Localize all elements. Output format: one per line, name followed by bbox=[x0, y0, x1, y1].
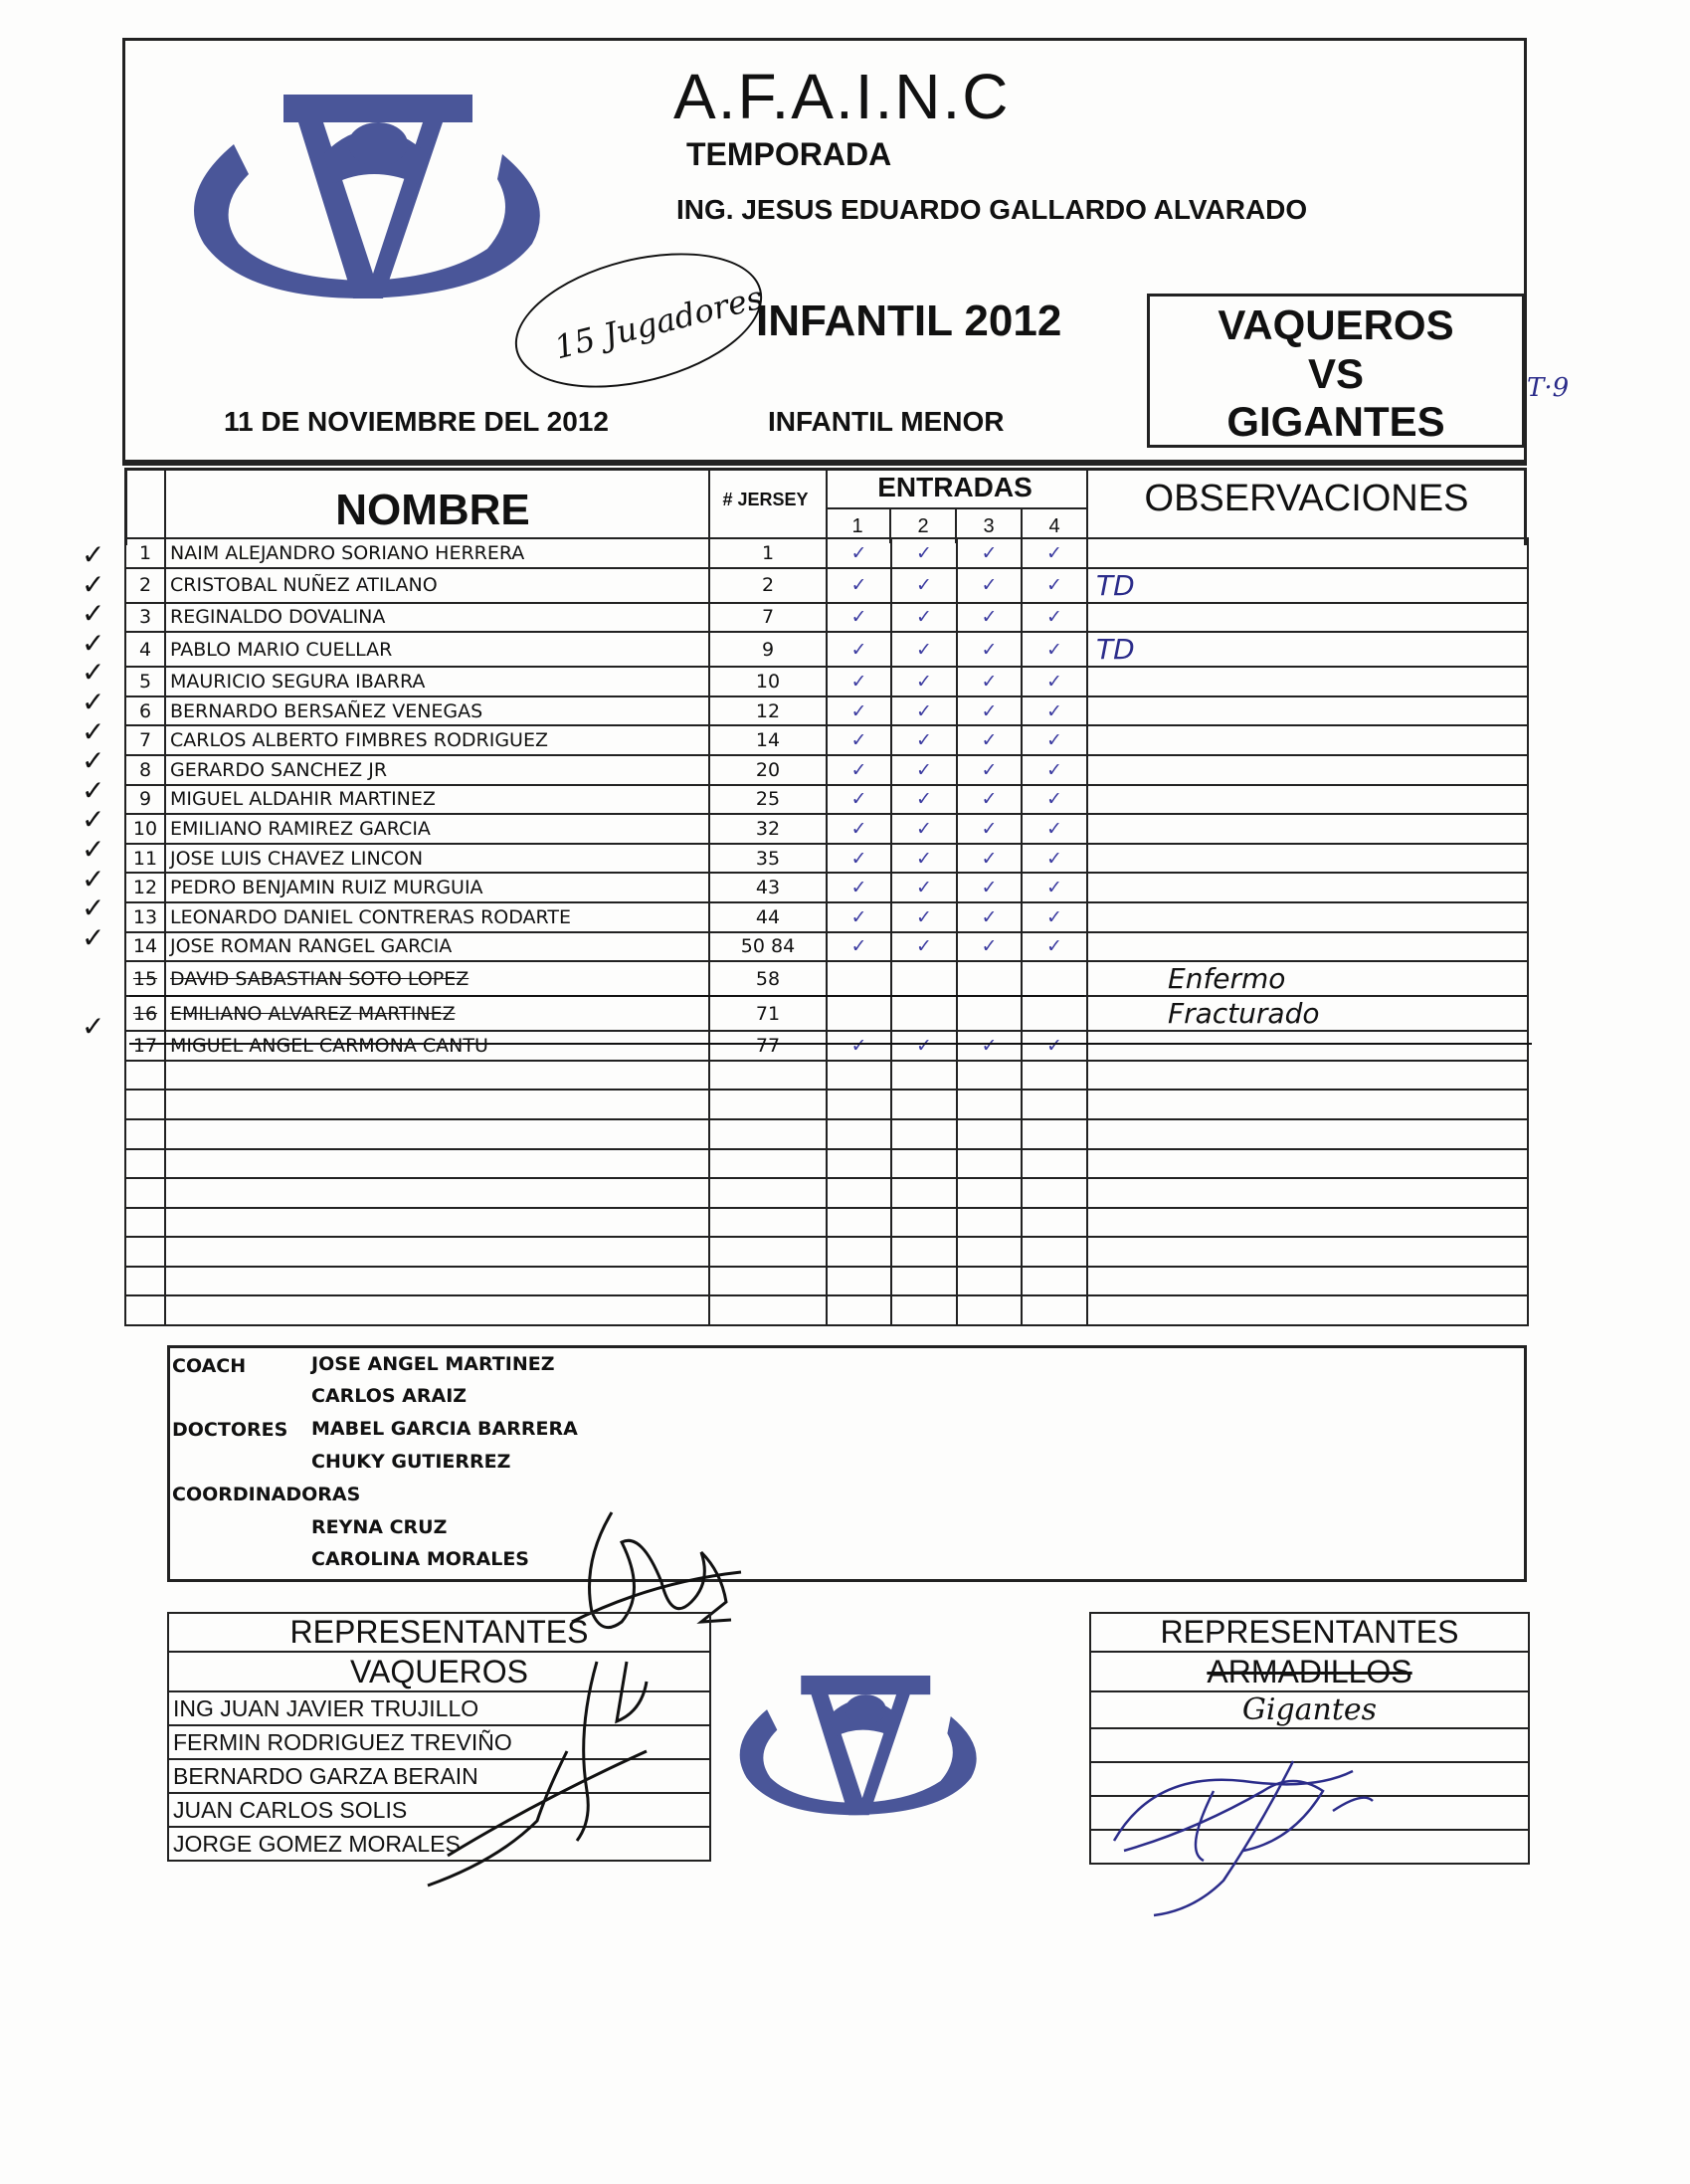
inning-check: ✓ bbox=[891, 1031, 957, 1061]
table-row bbox=[125, 1090, 1528, 1119]
row-number: 1 bbox=[125, 538, 165, 568]
empty-cell bbox=[827, 1149, 891, 1179]
inning-check: ✓ bbox=[1022, 873, 1087, 902]
inning-check: ✓ bbox=[1022, 696, 1087, 726]
attendance-check: ✓ bbox=[82, 627, 105, 659]
observation bbox=[1087, 814, 1528, 844]
empty-cell bbox=[957, 1119, 1022, 1149]
empty-cell bbox=[1087, 1061, 1528, 1091]
attendance-check: ✓ bbox=[82, 834, 105, 865]
inning-check: ✓ bbox=[891, 932, 957, 962]
inning-check: ✓ bbox=[957, 696, 1022, 726]
inning-check: ✓ bbox=[827, 568, 891, 603]
jersey-number: 7 bbox=[709, 603, 827, 633]
observation bbox=[1087, 902, 1528, 932]
inning-check: ✓ bbox=[827, 844, 891, 874]
jersey-number: 9 bbox=[709, 632, 827, 667]
inning-check: ✓ bbox=[827, 932, 891, 962]
player-name: PABLO MARIO CUELLAR bbox=[165, 632, 709, 667]
inning-check bbox=[891, 996, 957, 1031]
observations-header: OBSERVACIONES bbox=[1144, 478, 1469, 519]
empty-cell bbox=[1022, 1295, 1087, 1325]
empty-cell bbox=[1022, 1267, 1087, 1296]
player-name: MIGUEL ANGEL CARMONA CANTU bbox=[165, 1031, 709, 1061]
inning-check: ✓ bbox=[957, 932, 1022, 962]
doctor-1: MABEL GARCIA BARRERA bbox=[311, 1418, 578, 1440]
table-row bbox=[125, 603, 1528, 633]
row-number: 11 bbox=[125, 844, 165, 874]
inning-check: ✓ bbox=[827, 755, 891, 785]
empty-cell bbox=[165, 1208, 709, 1238]
observation bbox=[1087, 844, 1528, 874]
table-row bbox=[125, 667, 1528, 696]
table-row bbox=[125, 725, 1528, 755]
empty-cell bbox=[957, 1237, 1022, 1267]
jersey-number: 58 bbox=[709, 961, 827, 996]
inning-check: ✓ bbox=[1022, 725, 1087, 755]
inning-check bbox=[1022, 961, 1087, 996]
empty-cell bbox=[827, 1119, 891, 1149]
inning-check: ✓ bbox=[891, 844, 957, 874]
observation: Fracturado bbox=[1087, 996, 1528, 1031]
reps-left-team: VAQUEROS bbox=[168, 1652, 710, 1691]
attendance-check: ✓ bbox=[82, 774, 105, 806]
observation bbox=[1087, 873, 1528, 902]
row-number: 8 bbox=[125, 755, 165, 785]
observation bbox=[1087, 1031, 1528, 1061]
roster-table bbox=[124, 537, 1529, 1326]
inning-check: ✓ bbox=[827, 814, 891, 844]
division-label: INFANTIL MENOR bbox=[768, 406, 1005, 437]
row-number: 6 bbox=[125, 696, 165, 726]
team-logo bbox=[174, 85, 552, 318]
inning-check: ✓ bbox=[1022, 603, 1087, 633]
inning-check: ✓ bbox=[891, 725, 957, 755]
empty-cell bbox=[125, 1061, 165, 1091]
coordinator-1: REYNA CRUZ bbox=[311, 1516, 448, 1538]
strike-line-row-15 bbox=[129, 995, 1084, 997]
coach-label: COACH bbox=[172, 1355, 247, 1377]
empty-cell bbox=[957, 1295, 1022, 1325]
row-number: 14 bbox=[125, 932, 165, 962]
empty-cell bbox=[957, 1267, 1022, 1296]
player-name: REGINALDO DOVALINA bbox=[165, 603, 709, 633]
jersey-number: 32 bbox=[709, 814, 827, 844]
inning-check: ✓ bbox=[891, 667, 957, 696]
empty-cell bbox=[891, 1061, 957, 1091]
jersey-number: 10 bbox=[709, 667, 827, 696]
empty-cell bbox=[165, 1237, 709, 1267]
inning-check: ✓ bbox=[957, 902, 1022, 932]
empty-cell bbox=[957, 1061, 1022, 1091]
empty-cell bbox=[827, 1295, 891, 1325]
jersey-number: 12 bbox=[709, 696, 827, 726]
table-row bbox=[125, 1237, 1528, 1267]
empty-cell bbox=[709, 1061, 827, 1091]
table-row bbox=[125, 538, 1528, 568]
empty-cell bbox=[1022, 1237, 1087, 1267]
empty-cell bbox=[165, 1178, 709, 1208]
observation bbox=[1087, 725, 1528, 755]
attendance-check: ✓ bbox=[82, 568, 105, 600]
empty-cell bbox=[1087, 1178, 1528, 1208]
table-row bbox=[125, 1208, 1528, 1238]
rep-left-3: BERNARDO GARZA BERAIN bbox=[168, 1759, 710, 1793]
empty-cell bbox=[891, 1149, 957, 1179]
vs-label: VS bbox=[1307, 350, 1365, 397]
inning-check: ✓ bbox=[827, 725, 891, 755]
empty-cell bbox=[1087, 1295, 1528, 1325]
empty-cell bbox=[1087, 1208, 1528, 1238]
empty-cell bbox=[1087, 1267, 1528, 1296]
player-name: EMILIANO RAMIREZ GARCIA bbox=[165, 814, 709, 844]
player-name: NAIM ALEJANDRO SORIANO HERRERA bbox=[165, 538, 709, 568]
empty-cell bbox=[827, 1090, 891, 1119]
inning-check: ✓ bbox=[957, 725, 1022, 755]
inning-check bbox=[827, 961, 891, 996]
attendance-check: ✓ bbox=[82, 804, 105, 836]
empty-cell bbox=[1087, 1149, 1528, 1179]
inning-check: ✓ bbox=[957, 568, 1022, 603]
empty-cell bbox=[1022, 1090, 1087, 1119]
player-name: GERARDO SANCHEZ JR bbox=[165, 755, 709, 785]
player-name: JOSE LUIS CHAVEZ LINCON bbox=[165, 844, 709, 874]
player-name: MAURICIO SEGURA IBARRA bbox=[165, 667, 709, 696]
rep-left-1: ING JUAN JAVIER TRUJILLO bbox=[168, 1691, 710, 1725]
empty-cell bbox=[165, 1090, 709, 1119]
jersey-number: 77 bbox=[709, 1031, 827, 1061]
inning-check: ✓ bbox=[827, 696, 891, 726]
player-name: CRISTOBAL NUÑEZ ATILANO bbox=[165, 568, 709, 603]
inning-check: ✓ bbox=[957, 755, 1022, 785]
table-row bbox=[125, 996, 1528, 1031]
attendance-check: ✓ bbox=[82, 1010, 105, 1042]
empty-cell bbox=[891, 1208, 957, 1238]
observation bbox=[1087, 538, 1528, 568]
reps-right-team-struck: ARMADILLOS bbox=[1090, 1652, 1529, 1691]
inning-check: ✓ bbox=[891, 632, 957, 667]
person-name: ING. JESUS EDUARDO GALLARDO ALVARADO bbox=[676, 194, 1308, 225]
empty-cell bbox=[709, 1119, 827, 1149]
inning-check: ✓ bbox=[891, 785, 957, 815]
table-row bbox=[125, 932, 1528, 962]
innings-header: ENTRADAS bbox=[877, 472, 1033, 502]
players-count-note: 15 Jugadores bbox=[550, 278, 767, 367]
inning-check: ✓ bbox=[891, 873, 957, 902]
jersey-number: 71 bbox=[709, 996, 827, 1031]
name-header: NOMBRE bbox=[335, 486, 530, 534]
empty-cell bbox=[827, 1178, 891, 1208]
inning-check: ✓ bbox=[827, 667, 891, 696]
observation: TD bbox=[1087, 632, 1528, 667]
observation bbox=[1087, 696, 1528, 726]
inning-check: ✓ bbox=[957, 844, 1022, 874]
empty-cell bbox=[827, 1237, 891, 1267]
row-number: 5 bbox=[125, 667, 165, 696]
signature-reps-right bbox=[1094, 1731, 1393, 1920]
inning-check: ✓ bbox=[891, 755, 957, 785]
empty-cell bbox=[709, 1090, 827, 1119]
row-number: 7 bbox=[125, 725, 165, 755]
inning-check: ✓ bbox=[1022, 538, 1087, 568]
reps-left-title: REPRESENTANTES bbox=[168, 1613, 710, 1652]
inning-1: 1 bbox=[826, 509, 891, 543]
attendance-check: ✓ bbox=[82, 863, 105, 894]
jersey-header: # JERSEY bbox=[722, 490, 809, 509]
table-row bbox=[125, 568, 1528, 603]
inning-check bbox=[827, 996, 891, 1031]
team-logo-small bbox=[726, 1667, 985, 1831]
observation bbox=[1087, 603, 1528, 633]
header-col-line-1 bbox=[164, 468, 166, 545]
inning-check: ✓ bbox=[891, 603, 957, 633]
jersey-number: 20 bbox=[709, 755, 827, 785]
player-name: LEONARDO DANIEL CONTRERAS RODARTE bbox=[165, 902, 709, 932]
empty-cell bbox=[957, 1208, 1022, 1238]
jersey-number: 14 bbox=[709, 725, 827, 755]
empty-cell bbox=[165, 1267, 709, 1296]
empty-cell bbox=[125, 1149, 165, 1179]
jersey-number: 50 84 bbox=[709, 932, 827, 962]
empty-cell bbox=[125, 1119, 165, 1149]
empty-cell bbox=[709, 1267, 827, 1296]
empty-cell bbox=[709, 1237, 827, 1267]
empty-cell bbox=[891, 1237, 957, 1267]
empty-cell bbox=[827, 1061, 891, 1091]
empty-cell bbox=[891, 1090, 957, 1119]
inning-check: ✓ bbox=[827, 1031, 891, 1061]
jersey-number: 43 bbox=[709, 873, 827, 902]
empty-cell bbox=[1087, 1237, 1528, 1267]
inning-check: ✓ bbox=[891, 568, 957, 603]
season-label: TEMPORADA bbox=[686, 136, 892, 172]
empty-cell bbox=[891, 1119, 957, 1149]
rep-left-4: JUAN CARLOS SOLIS bbox=[168, 1793, 710, 1827]
attendance-check: ✓ bbox=[82, 539, 105, 570]
table-row bbox=[125, 696, 1528, 726]
coordinators-label: COORDINADORAS bbox=[172, 1484, 361, 1505]
empty-cell bbox=[709, 1208, 827, 1238]
inning-check: ✓ bbox=[891, 814, 957, 844]
inning-check: ✓ bbox=[957, 603, 1022, 633]
table-row bbox=[125, 1061, 1528, 1091]
player-name: EMILIANO ALVAREZ MARTINEZ bbox=[165, 996, 709, 1031]
row-number: 9 bbox=[125, 785, 165, 815]
game-date: 11 DE NOVIEMBRE DEL 2012 bbox=[224, 406, 609, 437]
attendance-check: ✓ bbox=[82, 893, 105, 924]
inning-check: ✓ bbox=[1022, 667, 1087, 696]
coach-1: JOSE ANGEL MARTINEZ bbox=[311, 1353, 555, 1375]
attendance-check: ✓ bbox=[82, 657, 105, 689]
observation bbox=[1087, 932, 1528, 962]
table-row bbox=[125, 1178, 1528, 1208]
row-number: 13 bbox=[125, 902, 165, 932]
inning-check: ✓ bbox=[957, 814, 1022, 844]
rep-left-2: FERMIN RODRIGUEZ TREVIÑO bbox=[168, 1725, 710, 1759]
inning-check bbox=[957, 961, 1022, 996]
inning-check: ✓ bbox=[957, 1031, 1022, 1061]
row-number: 4 bbox=[125, 632, 165, 667]
empty-cell bbox=[125, 1208, 165, 1238]
observation: Enfermo bbox=[1087, 961, 1528, 996]
empty-cell bbox=[125, 1090, 165, 1119]
attendance-check: ✓ bbox=[82, 921, 105, 953]
inning-2: 2 bbox=[891, 509, 957, 543]
jersey-number: 25 bbox=[709, 785, 827, 815]
table-row bbox=[125, 1031, 1528, 1061]
empty-cell bbox=[165, 1119, 709, 1149]
inning-check: ✓ bbox=[957, 538, 1022, 568]
inning-check: ✓ bbox=[891, 696, 957, 726]
header-col-line-3 bbox=[826, 468, 828, 545]
row-number: 3 bbox=[125, 603, 165, 633]
org-title: A.F.A.I.N.C bbox=[673, 61, 1011, 132]
inning-check: ✓ bbox=[1022, 1031, 1087, 1061]
observation bbox=[1087, 667, 1528, 696]
rep-left-5: JORGE GOMEZ MORALES bbox=[168, 1827, 710, 1861]
inning-3: 3 bbox=[957, 509, 1023, 543]
coordinator-2: CAROLINA MORALES bbox=[311, 1548, 529, 1570]
observation: TD bbox=[1087, 568, 1528, 603]
inning-check: ✓ bbox=[1022, 932, 1087, 962]
player-name: CARLOS ALBERTO FIMBRES RODRIGUEZ bbox=[165, 725, 709, 755]
reps-right-team-handwritten: Gigantes bbox=[1090, 1691, 1529, 1728]
inning-4: 4 bbox=[1048, 515, 1060, 537]
empty-cell bbox=[1087, 1090, 1528, 1119]
empty-cell bbox=[125, 1267, 165, 1296]
strike-line-row-16 bbox=[129, 1043, 1532, 1045]
empty-cell bbox=[891, 1178, 957, 1208]
player-name: PEDRO BENJAMIN RUIZ MURGUIA bbox=[165, 873, 709, 902]
table-row bbox=[125, 632, 1528, 667]
player-name: JOSE ROMAN RANGEL GARCIA bbox=[165, 932, 709, 962]
empty-cell bbox=[957, 1090, 1022, 1119]
row-number: 10 bbox=[125, 814, 165, 844]
empty-cell bbox=[1022, 1178, 1087, 1208]
attendance-check: ✓ bbox=[82, 687, 105, 717]
inning-check: ✓ bbox=[827, 902, 891, 932]
inning-check: ✓ bbox=[891, 902, 957, 932]
empty-cell bbox=[1022, 1061, 1087, 1091]
empty-cell bbox=[827, 1208, 891, 1238]
table-row bbox=[125, 902, 1528, 932]
coach-2: CARLOS ARAIZ bbox=[311, 1385, 468, 1407]
header-col-line-2 bbox=[708, 468, 710, 545]
inning-check: ✓ bbox=[1022, 902, 1087, 932]
attendance-check: ✓ bbox=[82, 598, 105, 630]
empty-cell bbox=[165, 1149, 709, 1179]
inning-check: ✓ bbox=[827, 873, 891, 902]
empty-cell bbox=[1087, 1119, 1528, 1149]
inning-check bbox=[891, 961, 957, 996]
observation bbox=[1087, 755, 1528, 785]
away-team: GIGANTES bbox=[1226, 398, 1445, 445]
inning-check: ✓ bbox=[1022, 814, 1087, 844]
signature-reps-left bbox=[388, 1642, 686, 1890]
inning-check: ✓ bbox=[957, 873, 1022, 902]
empty-cell bbox=[125, 1178, 165, 1208]
inning-check: ✓ bbox=[827, 785, 891, 815]
player-name: BERNARDO BERSAÑEZ VENEGAS bbox=[165, 696, 709, 726]
jersey-number: 1 bbox=[709, 538, 827, 568]
row-number: 17 bbox=[125, 1031, 165, 1061]
inning-check: ✓ bbox=[1022, 568, 1087, 603]
inning-check: ✓ bbox=[827, 632, 891, 667]
inning-check: ✓ bbox=[1022, 632, 1087, 667]
doctor-2: CHUKY GUTIERREZ bbox=[311, 1451, 511, 1473]
empty-cell bbox=[125, 1237, 165, 1267]
jersey-number: 44 bbox=[709, 902, 827, 932]
row-number: 12 bbox=[125, 873, 165, 902]
inning-check bbox=[1022, 996, 1087, 1031]
table-row bbox=[125, 1149, 1528, 1179]
empty-cell bbox=[165, 1061, 709, 1091]
home-team: VAQUEROS bbox=[1218, 301, 1454, 348]
row-number: 15 bbox=[125, 961, 165, 996]
doctors-label: DOCTORES bbox=[172, 1419, 288, 1441]
table-row bbox=[125, 785, 1528, 815]
empty-cell bbox=[827, 1267, 891, 1296]
table-row bbox=[125, 755, 1528, 785]
empty-cell bbox=[125, 1295, 165, 1325]
header-col-line-4 bbox=[1086, 468, 1088, 545]
empty-cell bbox=[957, 1178, 1022, 1208]
inning-check: ✓ bbox=[957, 667, 1022, 696]
empty-cell bbox=[709, 1178, 827, 1208]
table-row bbox=[125, 873, 1528, 902]
empty-cell bbox=[891, 1295, 957, 1325]
margin-note: T·9 bbox=[1527, 373, 1570, 403]
inning-check: ✓ bbox=[1022, 755, 1087, 785]
attendance-check: ✓ bbox=[82, 745, 105, 777]
inning-check: ✓ bbox=[891, 538, 957, 568]
jersey-number: 35 bbox=[709, 844, 827, 874]
inning-check: ✓ bbox=[1022, 844, 1087, 874]
inning-check: ✓ bbox=[957, 785, 1022, 815]
empty-cell bbox=[709, 1295, 827, 1325]
empty-cell bbox=[957, 1149, 1022, 1179]
empty-cell bbox=[709, 1149, 827, 1179]
table-row bbox=[125, 1119, 1528, 1149]
inning-check: ✓ bbox=[957, 632, 1022, 667]
empty-cell bbox=[165, 1295, 709, 1325]
player-name: MIGUEL ALDAHIR MARTINEZ bbox=[165, 785, 709, 815]
observation bbox=[1087, 785, 1528, 815]
inning-check: ✓ bbox=[827, 538, 891, 568]
empty-cell bbox=[1022, 1208, 1087, 1238]
table-row bbox=[125, 814, 1528, 844]
inning-check bbox=[957, 996, 1022, 1031]
header-divider bbox=[122, 460, 1527, 463]
table-row bbox=[125, 961, 1528, 996]
table-row bbox=[125, 1295, 1528, 1325]
inning-check: ✓ bbox=[1022, 785, 1087, 815]
table-row bbox=[125, 1267, 1528, 1296]
row-number: 16 bbox=[125, 996, 165, 1031]
inning-check: ✓ bbox=[827, 603, 891, 633]
empty-cell bbox=[891, 1267, 957, 1296]
reps-right-title: REPRESENTANTES bbox=[1090, 1613, 1529, 1652]
category-title: INFANTIL 2012 bbox=[756, 297, 1062, 345]
empty-cell bbox=[1022, 1149, 1087, 1179]
jersey-number: 2 bbox=[709, 568, 827, 603]
empty-cell bbox=[1022, 1119, 1087, 1149]
row-number: 2 bbox=[125, 568, 165, 603]
attendance-check: ✓ bbox=[82, 715, 105, 747]
table-row bbox=[125, 844, 1528, 874]
player-name: DAVID SABASTIAN SOTO LOPEZ bbox=[165, 961, 709, 996]
